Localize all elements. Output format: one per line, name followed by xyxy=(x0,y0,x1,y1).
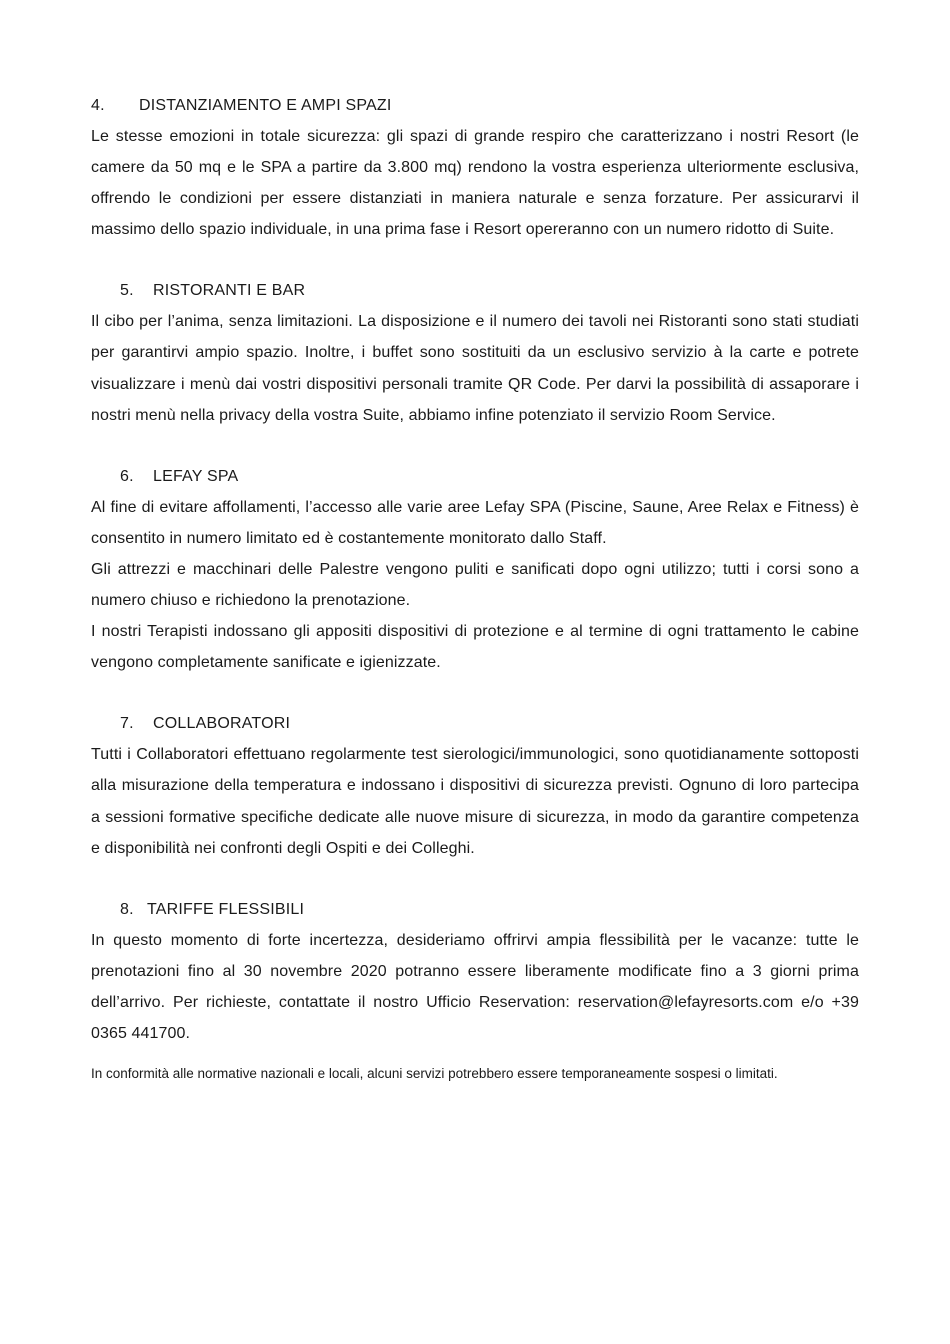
section-heading xyxy=(91,90,859,121)
section-distanziamento xyxy=(91,90,859,245)
section-paragraph: Al fine di evitare affollamenti, l’accesso alle varie aree Lefay SPA (Piscine, Saune, Aree Relax e Fitness) è consentito in numero limitato ed è costantemente monitorato dallo Staff. xyxy=(91,498,859,547)
section-lefay-spa xyxy=(91,461,859,679)
section-number: 7. xyxy=(120,715,134,733)
section-heading xyxy=(91,275,859,306)
section-collaboratori xyxy=(91,708,859,863)
section-title: LEFAY SPA xyxy=(153,467,239,485)
section-paragraph: I nostri Terapisti indossano gli appositi dispositivi di protezione e al termine di ogni trattamento le cabine vengono completamente sanificate e igienizzate. xyxy=(91,623,859,672)
document-page xyxy=(91,90,859,1086)
section-number: 5. xyxy=(120,282,134,300)
section-heading xyxy=(91,461,859,492)
section-title: RISTORANTI E BAR xyxy=(153,282,306,300)
section-paragraph: Gli attrezzi e macchinari delle Palestre vengono puliti e sanificati dopo ogni utilizzo; tutti i corsi sono a numero chiuso e richiedono la prenotazione. xyxy=(91,560,859,610)
section-title: TARIFFE FLESSIBILI xyxy=(147,900,305,918)
section-heading xyxy=(91,894,859,925)
section-number: 4. xyxy=(91,97,105,114)
section-ristoranti xyxy=(91,275,859,430)
section-paragraph: Le stesse emozioni in totale sicurezza: gli spazi di grande respiro che caratterizzano i nostri Resort (le camere da 50 mq e le SPA a partire da 3.800 mq) rendono la vostra esperienza ulteriormente esclusiva, offrendo le condizioni per essere distanziati in maniera naturale e senza forzature. Per assicurarvi il massimo dello spazio individuale, in una prima fase i Resort opereranno con un numero ridotto di Suite. xyxy=(91,128,859,239)
section-number: 8. xyxy=(120,900,134,918)
section-heading xyxy=(91,708,859,739)
footnote: In conformità alle normative nazionali e locali, alcuni servizi potrebbero essere temporaneamente sospesi o limitati. xyxy=(91,1066,778,1082)
section-title: DISTANZIAMENTO E AMPI SPAZI xyxy=(139,97,392,114)
section-tariffe xyxy=(91,894,859,1049)
section-paragraph: In questo momento di forte incertezza, desideriamo offrirvi ampia flessibilità per le vacanze: tutte le prenotazioni fino al 30 novembre 2020 potranno essere liberamente modificate fino a 3 giorni prima dell’arrivo. Per richieste, contattate il nostro Ufficio Reservation: reservation@lefayresorts.com e/o +39 0365 441700. xyxy=(91,931,859,1042)
section-title: COLLABORATORI xyxy=(153,715,291,733)
section-number: 6. xyxy=(120,467,134,485)
section-paragraph: Il cibo per l’anima, senza limitazioni. La disposizione e il numero dei tavoli nei Ristoranti sono stati studiati per garantirvi ampio spazio. Inoltre, i buffet sono sostituiti da un esclusivo servizio à la carte e potrete visualizzare i menù dai vostri dispositivi personali tramite QR Code. Per darvi la possibilità di assaporare i nostri menù nella privacy della vostra Suite, abbiamo infine potenziato il servizio Room Service. xyxy=(91,313,859,424)
section-paragraph: Tutti i Collaboratori effettuano regolarmente test sierologici/immunologici, sono quotidianamente sottoposti alla misurazione della temperatura e indossano i dispositivi di sicurezza previsti. Ognuno di loro partecipa a sessioni formative specifiche dedicate alle nuove misure di sicurezza, in modo da garantire competenza e disponibilità nei confronti degli Ospiti e dei Colleghi. xyxy=(91,746,859,857)
